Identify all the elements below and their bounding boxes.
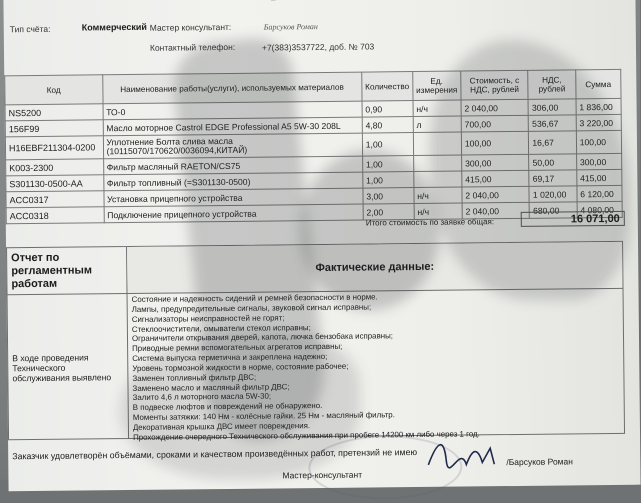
col-code: Код [5, 75, 103, 105]
advisor-value: Барсуков Роман [263, 22, 318, 32]
maintenance-report [6, 241, 625, 440]
row-price: 2 040,00 [462, 202, 530, 219]
report-left-title: Отчет по регламентным работам [11, 251, 93, 291]
list-item: Лампы, предупредительные сигналы, звуковой сигнал исправны; [131, 302, 372, 314]
service-order-sheet [3, 0, 640, 491]
col-price: Стоимость, с НДС, рублей [461, 70, 529, 100]
list-item: Сигнализаторы неисправностей не горят; [131, 313, 285, 324]
row-code: K003-2300 [6, 159, 104, 176]
row-vat: 306,00 [528, 99, 576, 115]
works-table [4, 69, 623, 224]
row-qty: 1,00 [362, 133, 413, 157]
list-item: Ограничители открывания дверей, капота, лючка бензобака исправны; [131, 331, 394, 344]
row-vat: 536,67 [529, 115, 577, 131]
row-code: ACC0318 [6, 207, 104, 224]
row-sum: 1 836,00 [576, 98, 621, 114]
row-sum: 6 120,00 [577, 185, 622, 201]
row-code: H16EBF211304-0200 [5, 136, 103, 160]
advisor-label: Мастер консультант: [149, 21, 232, 33]
row-qty: 4,80 [362, 117, 413, 134]
row-qty: 2,00 [363, 204, 414, 221]
row-vat: 69,17 [529, 170, 577, 186]
row-qty: 1,00 [362, 156, 413, 173]
row-price: 700,00 [461, 115, 529, 132]
list-item: Приводные ремни вспомогательных агрегатов исправны; [132, 342, 343, 354]
row-code: S301130-0500-AA [6, 175, 104, 192]
phone-value: +7(383)3537722, доб. № 703 [261, 41, 375, 53]
advisor-caption: Мастер-консультант [282, 469, 363, 481]
row-unit: л [413, 116, 461, 133]
signature-mark [420, 434, 520, 475]
report-right-title: Фактические данные: [315, 260, 435, 275]
list-item: Моменты затяжки: 140 Нм - колёсные гайки. 25 Нм - масляный фильтр. [132, 410, 395, 423]
row-price: 100,00 [461, 131, 529, 155]
row-price: 415,00 [462, 170, 530, 187]
row-qty: 1,00 [363, 172, 414, 189]
email-fragment [241, 0, 328, 1]
row-sum: 4 080,00 [577, 201, 622, 217]
report-left-divider [8, 293, 128, 295]
row-vat: 16,67 [529, 131, 577, 154]
row-price: 300,00 [461, 154, 529, 171]
row-vat: 680,00 [529, 202, 577, 218]
row-qty: 3,00 [363, 188, 414, 205]
total-value: 16 071,00 [521, 211, 625, 227]
list-item: Стеклоочистители, омыватели стекол исправны; [131, 322, 311, 334]
report-left-cell: В ходе проведения Технического обслуживания выявлено [12, 352, 112, 384]
report-right-header [127, 242, 622, 294]
list-item: Прохождение очередного Технического обслуживания при пробеге 14200 км либо через 1 год. [132, 429, 480, 442]
signature-name: /Барсуков Роман [506, 456, 573, 468]
row-unit: н/ч [414, 187, 462, 204]
col-name: Наименование работы(услуги), используемых материалов [102, 72, 362, 104]
row-name: Фильтр масляный RAETON/CS75 [103, 156, 362, 175]
row-unit: н/ч [413, 100, 461, 117]
list-item: Заменен топливный фильтр ДВС; [132, 372, 257, 383]
col-unit: Ед. измерения [412, 71, 460, 101]
row-name: Уплотнение Болта слива масла (10115070/170620/0036094,КИТАЙ) [103, 133, 362, 159]
list-item: Уровень тормозной жидкости в норме, состояние рабочее; [132, 361, 349, 373]
col-sum: Сумма [575, 69, 621, 98]
list-item: Залито 4,6 л моторного масла 5W-30; [132, 391, 272, 403]
row-qty: 0,90 [362, 101, 413, 118]
list-item: В подвеске люфтов и повреждений не обнаружено. [132, 401, 323, 413]
col-vat: НДС, рублей [528, 70, 576, 99]
row-price: 2 040,00 [461, 99, 529, 116]
row-price: 2 040,00 [462, 186, 530, 203]
report-left-column [7, 247, 129, 439]
row-sum: 300,00 [576, 153, 621, 169]
row-sum: 3 220,00 [576, 114, 621, 130]
row-unit [413, 132, 461, 156]
total-label: Итого стоимость по заявке общая: [365, 217, 495, 228]
row-code: 156F99 [5, 120, 103, 137]
report-findings-list [132, 291, 480, 442]
list-item: Декоративная крышка ДВС имеет повреждения. [132, 421, 311, 432]
row-name: Подключение прицепного устройства [104, 204, 363, 223]
customer-statement: Заказчик удовлетворён объёмами, сроками и качеством произведённых работ, претензий не имею [12, 447, 418, 462]
row-vat: 50,00 [529, 154, 577, 170]
row-vat: 1 020,00 [529, 186, 577, 202]
list-item: Состояние и надежность сидений и ремней безопасности в норме. [131, 292, 378, 304]
col-qty: Количество [361, 72, 412, 102]
row-code: NS5200 [5, 104, 103, 121]
list-item: Заменено масло и масляный фильтр ДВС; [132, 381, 290, 393]
account-type-value: Коммерческий [81, 21, 147, 33]
row-unit [414, 171, 462, 188]
row-code: ACC0317 [6, 191, 104, 208]
row-sum: 100,00 [576, 130, 621, 153]
row-name: Фильтр топливный (=S301130-0500) [103, 172, 362, 191]
row-name: Установка прицепного устройства [103, 188, 362, 207]
phone-label: Контактный телефон: [149, 41, 236, 53]
list-item: Система выпуска герметична и закреплена надежно; [132, 352, 328, 364]
row-name: Масло моторное Castrol EDGE Professional A5 5W-30 208L [103, 117, 362, 136]
row-sum: 415,00 [577, 169, 622, 185]
row-unit [413, 155, 461, 172]
row-name: ТО-0 [103, 101, 362, 120]
row-unit: н/ч [414, 203, 462, 220]
account-type-label: Тип счёта: [9, 23, 51, 35]
